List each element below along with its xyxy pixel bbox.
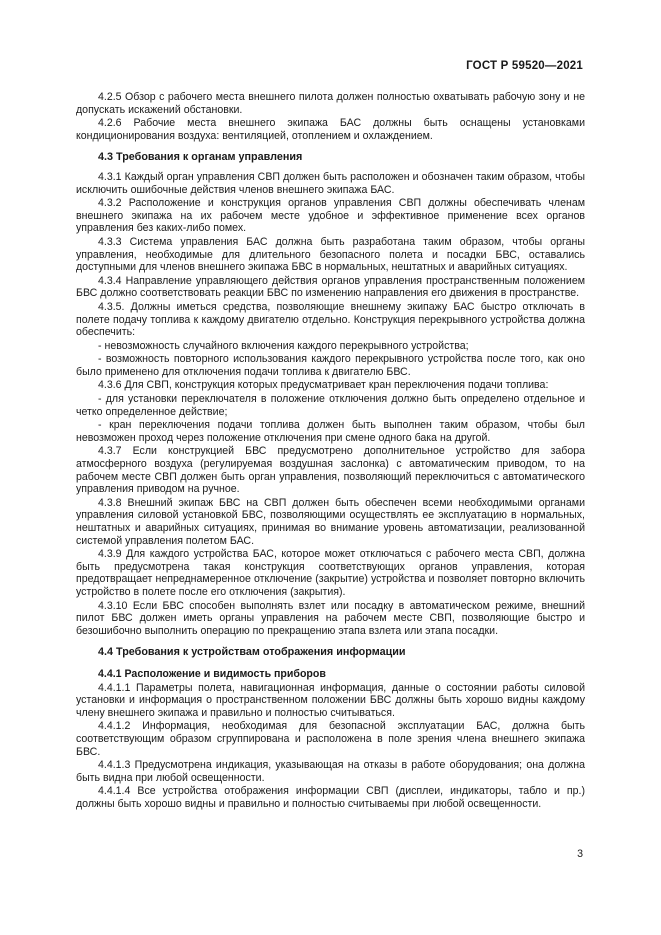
list-item: - возможность повторного использования каждого перекрывного устройства после того, как оно было применено для отключения подачи топлива к двигателю БВС. [76, 353, 585, 378]
paragraph-4-2-5: 4.2.5 Обзор с рабочего места внешнего пилота должен полностью охватывать рабочую зону и не допускать искажений обстановки. [76, 91, 585, 116]
paragraph-4-4-1-2: 4.4.1.2 Информация, необходимая для безопасной эксплуатации БАС, должна быть соответствующим образом сгруппирована и расположена в поле зрения члена внешнего экипажа БВС. [76, 720, 585, 758]
section-heading-4-3: 4.3 Требования к органам управления [98, 151, 303, 164]
document-body [76, 91, 585, 810]
paragraph-4-4-1-4: 4.4.1.4 Все устройства отображения информации СВП (дисплеи, индикаторы, табло и пр.) должны быть хорошо видны и правильно и полностью считываемы при любой освещенности. [76, 785, 585, 810]
list-item: - невозможность случайного включения каждого перекрывного устройства; [98, 339, 469, 352]
section-heading-4-4: 4.4 Требования к устройствам отображения информации [98, 646, 406, 659]
paragraph-4-3-10: 4.3.10 Если БВС способен выполнять взлет или посадку в автоматическом режиме, внешний пилот БВС должен иметь органы управления на рабочем месте СВП, позволяющие быстро и безошибочно выполнить операцию по прекращению этапа взлета или этапа посадки. [76, 599, 585, 637]
paragraph-4-3-4: 4.3.4 Направление управляющего действия органов управления пространственным положением БВС должно соответствовать реакции БВС по изменению направления его движения в пространстве. [76, 274, 585, 300]
paragraph-4-3-8: 4.3.8 Внешний экипаж БВС на СВП должен быть обеспечен всеми необходимыми органами управления силовой установкой БВС, позволяющими осуществлять ее эксплуатацию в нормальных, нештатных и аварийных ситуациях, принимая во внимание уровень автоматизации, реализованной системой управления полетом БАС. [76, 496, 585, 547]
paragraph-4-3-2: 4.3.2 Расположение и конструкция органов управления СВП должны обеспечивать членам внешнего экипажа на их рабочем месте удобное и эффективное применение всех органов управления без каких-либо помех. [76, 197, 585, 235]
paragraph-4-3-7: 4.3.7 Если конструкцией БВС предусмотрено дополнительное устройство для забора атмосферного воздуха (регулируемая воздушная заслонка) с автоматическим приводом, то на рабочем месте СВП должен быть орган управления, позволяющий переключиться с автоматического управления приводом на ручное. [76, 445, 585, 496]
paragraph-4-3-9: 4.3.9 Для каждого устройства БАС, которое может отключаться с рабочего места СВП, должна быть предусмотрена такая конструкция соответствующих органов управления, которая предотвращает непреднамеренное отключение (закрытие) устройства и позволяет повторно включить устройство в полете после его отключения (закрытия). [76, 548, 585, 598]
paragraph-4-4-1-3: 4.4.1.3 Предусмотрена индикация, указывающая на отказы в работе оборудования; она должна быть видна при любой освещенности. [76, 759, 585, 784]
list-item: - кран переключения подачи топлива должен быть выполнен таким образом, чтобы был невозможен проход через положение отключения при смене одного бака на другой. [76, 419, 585, 444]
page-number: 3 [577, 848, 583, 860]
paragraph-4-3-5: 4.3.5. Должны иметься средства, позволяющие внешнему экипажу БАС быстро отключать в полете подачу топлива к каждому двигателю отдельно. Конструкция перекрывного устройства должна обеспечить: [76, 300, 585, 339]
subsection-heading-4-4-1: 4.4.1 Расположение и видимость приборов [98, 667, 326, 680]
paragraph-4-3-1: 4.3.1 Каждый орган управления СВП должен быть расположен и обозначен таким образом, чтобы исключить ошибочные действия членов внешнего экипажа БАС. [76, 170, 585, 196]
paragraph-4-4-1-1: 4.4.1.1 Параметры полета, навигационная информация, данные о состоянии работы силовой установки и информация о пространственном положении БВС должны быть хорошо видны каждому члену внешнего экипажа и правильно и полностью считываться. [76, 681, 585, 719]
paragraph-4-3-3: 4.3.3 Система управления БАС должна быть разработана таким образом, чтобы органы управления, необходимые для длительного безопасного полета и посадки БВС, оставались доступными для членов внешнего экипажа БВС в нормальных, нештатных и аварийных ситуациях. [76, 235, 585, 274]
paragraph-4-2-6: 4.2.6 Рабочие места внешнего экипажа БАС должны быть оснащены установками кондиционирования воздуха: вентиляцией, отоплением и охлаждением. [76, 117, 585, 142]
document-number: ГОСТ Р 59520—2021 [466, 60, 583, 72]
list-item: - для установки переключателя в положение отключения должно быть определено отдельное и четко определенное действие; [76, 393, 585, 418]
paragraph-4-3-6: 4.3.6 Для СВП, конструкция которых предусматривает кран переключения подачи топлива: [98, 379, 549, 392]
